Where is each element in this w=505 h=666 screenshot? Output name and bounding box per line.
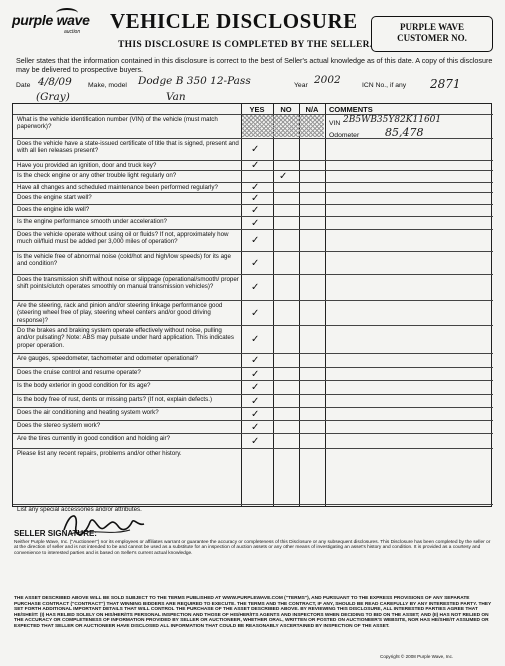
form-title: VEHICLE DISCLOSURE [110,9,358,33]
check-mark-icon[interactable]: ✓ [251,144,260,155]
question-text: Have all changes and scheduled maintenance been performed regularly? [17,184,218,191]
question-text: Does the transmission shift without noise or slippage (operational/smooth/ proper shift points/clutch operates smoothly on manual transmission vehicles)? [17,276,239,291]
customer-number-box[interactable] [371,16,493,52]
disclaimer-text: Neither Purple Wave, Inc. ("Auctioneer") nor its employees or affiliates warrant or guarantee the accuracy or completeness of this Disclosure or any subsequent disclosures. This Disclosure has been completed by the seller or at the direction of seller and is not intended to be and cannot be used as a substitute for an inspection of auction assets or any other means of investigating an asset's history and condition. It is provided as a courtesy and convenience to interested parties and is based on Seller's current actual knowledge. [14,540,491,556]
check-mark-icon[interactable]: ✓ [251,205,260,216]
brand-sub: auction [64,29,81,35]
question-text: Are the tires currently in good condition and holding air? [17,435,171,442]
check-mark-icon[interactable]: ✓ [251,258,260,269]
odometer-value[interactable]: 85,478 [385,126,424,139]
table-row [13,300,493,325]
check-mark-icon[interactable]: ✓ [251,308,260,319]
check-mark-icon[interactable]: ✓ [251,436,260,447]
table-row [13,192,493,204]
check-mark-icon[interactable]: ✓ [251,382,260,393]
question-text: Does the air conditioning and heating system work? [17,409,159,416]
table-row [13,433,493,448]
question-text: Is the body exterior in good condition for its age? [17,382,151,389]
question-text: Does the stereo system work? [17,422,101,429]
na-header: N/A [305,105,319,114]
question-text: What is the vehicle identification number (VIN) of the vehicle (must match paperwork)? [17,116,218,131]
check-mark-icon[interactable]: ✓ [251,218,260,229]
check-mark-icon[interactable]: ✓ [251,396,260,407]
question-text: Does the vehicle operate without using oil or fluids? If not, approximately how much oil/fluid must be added per 3,000 miles of operation? [17,231,229,246]
question-text: Is the body free of rust, dents or missing parts? (If not, explain defects.) [17,396,212,403]
check-mark-icon[interactable]: ✓ [251,235,260,246]
table-row [13,170,493,182]
question-text: Is the vehicle free of abnormal noise (cold/hot and high/low speeds) for its age and condition? [17,253,231,268]
question-text: Is the check engine or any other trouble light regularly on? [17,172,177,179]
question-text: Do the brakes and braking system operate effectively without noise, pulling and/or pulsating? Note: ABS may pulsate under hard application. This indicates proper operation. [17,327,234,349]
check-mark-icon[interactable]: ✓ [251,160,260,171]
table-row [13,367,493,380]
copyright-text: Copyright © 2008 Purple Wave, Inc. [380,654,454,659]
table-row [13,274,493,300]
check-mark-icon[interactable]: ✓ [279,171,288,182]
seller-signature[interactable] [60,508,150,542]
vin-label: VIN [329,120,341,127]
form-subtitle: THIS DISCLOSURE IS COMPLETED BY THE SELLER. [118,40,373,50]
table-row [13,204,493,216]
check-mark-icon[interactable]: ✓ [251,369,260,380]
question-text: List any special accessories and/or attributes. [17,506,142,513]
table-row [13,407,493,420]
check-mark-icon[interactable]: ✓ [251,409,260,420]
check-mark-icon[interactable]: ✓ [251,355,260,366]
question-text: Does the engine idle well? [17,206,90,213]
icn-label: ICN No., if any [362,82,407,89]
make-label: Make, model [88,82,127,89]
question-text: Are the steering, rack and pinion and/or steering linkage performance good (steering wheel free of play, steering wheel centers and/or good driving response)? [17,302,223,324]
table-row [13,325,493,353]
check-mark-icon[interactable]: ✓ [251,282,260,293]
wave-swoosh-icon [56,8,78,18]
year-label: Year [294,82,308,89]
purple-wave-logo [12,12,104,42]
table-row [13,114,493,138]
brand-name: purple wave [12,12,90,28]
table-row [13,182,493,192]
date-value[interactable]: 4/8/09 [38,76,72,88]
table-row [13,394,493,407]
icn-value[interactable]: 2871 [430,77,461,91]
odometer-label: Odometer [329,132,360,139]
year-value[interactable]: 2002 [314,74,341,86]
comments-header: COMMENTS [329,105,373,114]
table-row [13,353,493,367]
table-row [13,251,493,274]
make-value[interactable]: Dodge B 350 12-Pass [138,75,251,87]
table-row [13,420,493,433]
check-mark-icon[interactable]: ✓ [251,422,260,433]
table-row [13,160,493,170]
model-value[interactable]: Van [166,91,186,103]
yes-header: YES [249,105,265,114]
question-text: Please list any recent repairs, problems and/or other history. [17,450,182,457]
question-text: Are gauges, speedometer, tachometer and odometer operational? [17,355,198,362]
question-text: Have you provided an ignition, door and truck key? [17,162,157,169]
check-mark-icon[interactable]: ✓ [251,193,260,204]
table-row [13,216,493,229]
seller-statement: Seller states that the information contained in this disclosure is correct to the best of Seller's actual knowledge as of this date. A copy of this disclosure may be delivered to prospective buyers. [16,56,493,74]
customer-box-line1: PURPLE WAVE [400,22,464,32]
question-text: Does the vehicle have a state-issued certificate of title that is signed, present and with all lien releases present? [17,140,239,155]
customer-box-line2: CUSTOMER NO. [397,33,467,43]
color-value[interactable]: (Gray) [36,91,70,103]
terms-text: THE ASSET DESCRIBED ABOVE WILL BE SOLD SUBJECT TO THE TERMS PUBLISHED AT WWW.PURPLEWAVE.COM ("TERMS"), AND PURSUANT TO THE EXPRESS PROVISIONS OF ANY SEPARATE PURCHASE CONTRACT ("CONTRACT") THAT WINNING BIDDERS ARE REQUIRED TO EXECUTE. THE TERMS AND THE CONTRACT, IF ANY, SHOULD BE READ CAREFULLY BY ANY INTERESTED PARTY. THEY SET FORTH ADDITIONAL IMPORTANT DETAILS THAT WILL CONTROL THE PURCHASE OF THE ASSET DESCRIBED ABOVE. BY REVIEWING THIS DISCLOSURE, ALL INTERESTED PARTIES AGREE THAT HE/SHE/IT: (I) HAS RELIED SOLELY ON HIS/HER/ITS PERSONAL INSPECTION AND THOSE OF HIS/HER/ITS AGENTS AND INSPECTORS WHEN DECIDING TO BID ON THE ASSET; AND (II) HAS NOT RELIED ON THE ACCURACY OR COMPLETENESS OF INFORMATION PROVIDED BY SELLER OR AUCTIONEER, WHETHER ORAL, WRITTEN OR POSTED ON AUCTIONEER'S WEBSITE, NOR HAS HE/SHE/IT ASSUMED OR EXPECTED THAT SELLER OR AUCTIONEER HAVE DISCLOSED ALL INFORMATION THAT COULD BE REASONABLY ASCERTAINED BY INSPECTION OF THE ASSET. [14,596,492,629]
question-text: Does the cruise control and resume operate? [17,369,141,376]
disclosure-table [12,103,492,513]
question-text: Does the engine start well? [17,194,92,201]
table-row [13,229,493,251]
date-label: Date [16,82,31,89]
vin-value[interactable]: 2B5WB35Y82K11601 [343,115,442,125]
check-mark-icon[interactable]: ✓ [251,182,260,193]
question-text: Is the engine performance smooth under acceleration? [17,218,167,225]
table-row [13,138,493,160]
table-row [13,380,493,394]
no-header: NO [280,105,292,114]
table-row [13,448,493,504]
seller-signature-label: SELLER SIGNATURE: [14,529,97,538]
check-mark-icon[interactable]: ✓ [251,334,260,345]
